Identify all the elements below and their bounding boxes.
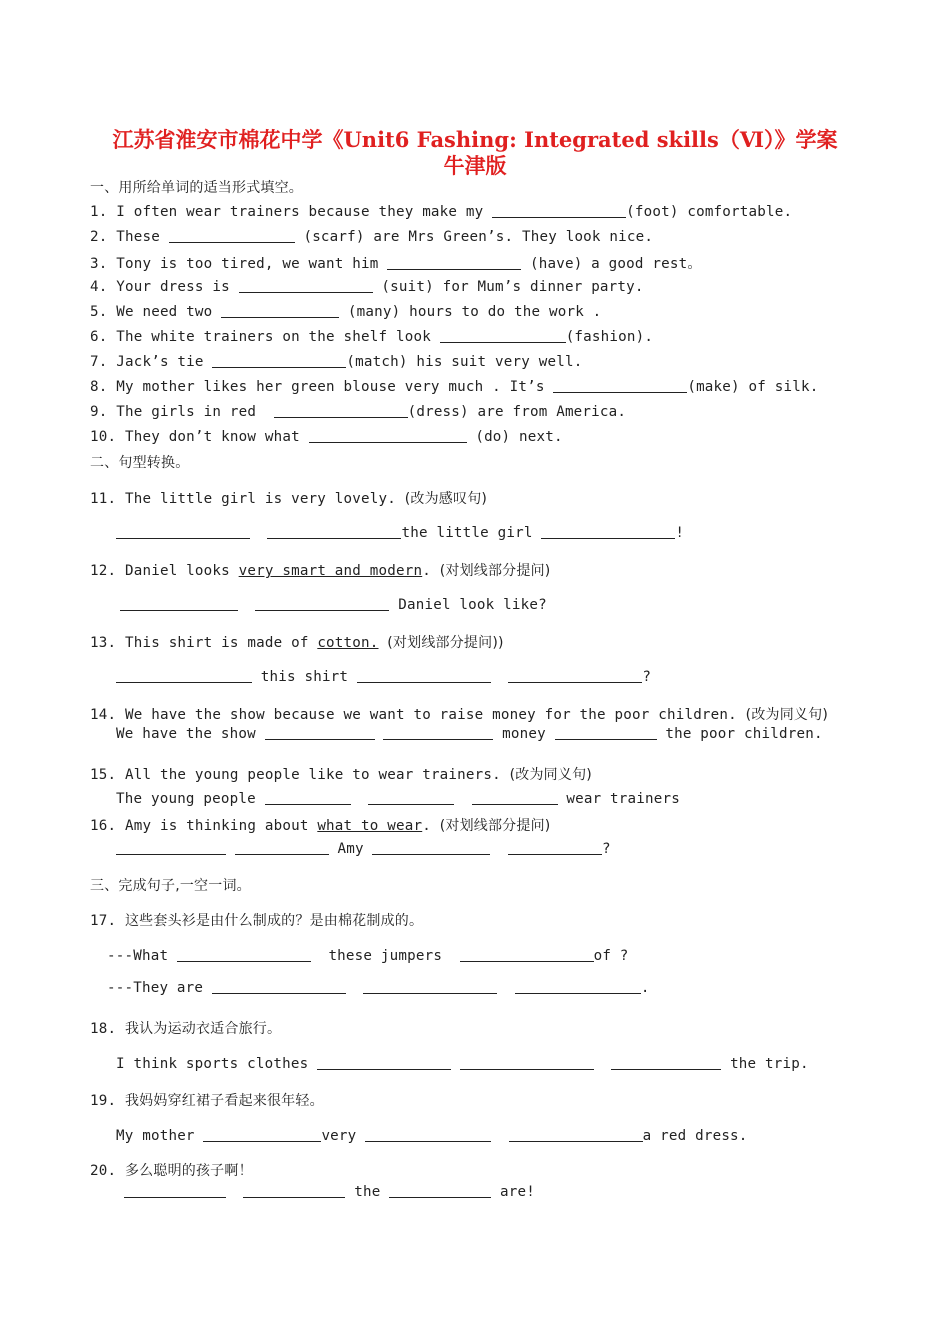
- answer-blank[interactable]: [555, 725, 657, 740]
- question-15-answer: The young people wear trainers: [116, 791, 680, 807]
- question-13-answer: this shirt ?: [116, 668, 651, 685]
- section1-heading: 一、用所给单词的适当形式填空。: [90, 180, 303, 196]
- question-11: 11. The little girl is very lovely. (改为感叹句): [90, 491, 488, 507]
- answer-blank[interactable]: [274, 403, 408, 418]
- question-19: 19. 我妈妈穿红裙子看起来很年轻。: [90, 1093, 324, 1109]
- underlined-part: cotton.: [317, 635, 379, 651]
- question-16-answer: Amy ?: [116, 840, 611, 857]
- answer-blank[interactable]: [389, 1183, 491, 1198]
- answer-blank[interactable]: [365, 1127, 491, 1142]
- question-2: 2. These (scarf) are Mrs Green’s. They look nice.: [90, 229, 654, 245]
- answer-blank[interactable]: [515, 979, 641, 994]
- answer-blank[interactable]: [239, 278, 373, 293]
- answer-blank[interactable]: [203, 1127, 321, 1142]
- question-4: 4. Your dress is (suit) for Mum’s dinner party.: [90, 279, 644, 295]
- underlined-part: very smart and modern: [238, 563, 423, 579]
- question-14-answer: We have the show money the poor children.: [116, 726, 823, 742]
- answer-blank[interactable]: [472, 790, 558, 805]
- answer-blank[interactable]: [265, 725, 375, 740]
- answer-blank[interactable]: [235, 840, 329, 855]
- question-20: 20. 多么聪明的孩子啊！: [90, 1163, 253, 1179]
- answer-blank[interactable]: [460, 1055, 594, 1070]
- question-15: 15. All the young people like to wear trainers. (改为同义句): [90, 767, 592, 783]
- question-16: 16. Amy is thinking about what to wear. (对划线部分提问): [90, 818, 551, 834]
- answer-blank[interactable]: [460, 947, 594, 962]
- question-12: 12. Daniel looks very smart and modern. (对划线部分提问): [90, 563, 551, 579]
- question-18-answer: I think sports clothes the trip.: [116, 1056, 809, 1072]
- answer-blank[interactable]: [553, 378, 687, 393]
- answer-blank[interactable]: [387, 255, 521, 270]
- question-10: 10. They don’t know what (do) next.: [90, 429, 563, 445]
- question-8: 8. My mother likes her green blouse very much . It’s (make) of silk.: [90, 379, 819, 395]
- question-18: 18. 我认为运动衣适合旅行。: [90, 1021, 282, 1037]
- question-14: 14. We have the show because we want to raise money for the poor children. (改为同义句): [90, 707, 828, 723]
- answer-blank[interactable]: [265, 790, 351, 805]
- answer-blank[interactable]: [116, 840, 226, 855]
- answer-blank[interactable]: [267, 524, 401, 539]
- page-title-line2: 牛津版: [443, 153, 507, 178]
- question-20-answer: the are!: [124, 1183, 535, 1200]
- answer-blank[interactable]: [317, 1055, 451, 1070]
- page-title-line1: 江苏省淮安市棉花中学《Unit6 Fashing: Integrated skills（Ⅵ）》学案: [112, 127, 838, 152]
- answer-blank[interactable]: [124, 1183, 226, 1198]
- answer-blank[interactable]: [541, 524, 675, 539]
- answer-blank[interactable]: [508, 840, 602, 855]
- answer-blank[interactable]: [177, 947, 311, 962]
- answer-blank[interactable]: [221, 303, 339, 318]
- question-7: 7. Jack’s tie (match) his suit very well.: [90, 354, 583, 370]
- answer-blank[interactable]: [440, 328, 566, 343]
- question-17-answer-line2: ---They are .: [107, 980, 650, 996]
- question-9: 9. The girls in red (dress) are from America.: [90, 404, 627, 420]
- answer-blank[interactable]: [508, 668, 642, 683]
- section2-heading: 二、句型转换。: [90, 455, 190, 471]
- answer-blank[interactable]: [169, 228, 295, 243]
- answer-blank[interactable]: [116, 524, 250, 539]
- answer-blank[interactable]: [509, 1127, 643, 1142]
- answer-blank[interactable]: [357, 668, 491, 683]
- answer-blank[interactable]: [243, 1183, 345, 1198]
- question-11-answer: the little girl !: [116, 524, 684, 541]
- answer-blank[interactable]: [212, 353, 346, 368]
- answer-blank[interactable]: [120, 596, 238, 611]
- question-13: 13. This shirt is made of cotton. (对划线部分提问)): [90, 635, 504, 651]
- question-5: 5. We need two (many) hours to do the work .: [90, 304, 602, 320]
- answer-blank[interactable]: [492, 203, 626, 218]
- question-3: 3. Tony is too tired, we want him (have) a good rest。: [90, 256, 702, 272]
- answer-blank[interactable]: [255, 596, 389, 611]
- section3-heading: 三、完成句子,一空一词。: [90, 878, 251, 894]
- answer-blank[interactable]: [611, 1055, 721, 1070]
- question-17: 17. 这些套头衫是由什么制成的？是由棉花制成的。: [90, 913, 424, 929]
- question-19-answer: My mother very a red dress.: [116, 1128, 748, 1144]
- answer-blank[interactable]: [116, 668, 252, 683]
- answer-blank[interactable]: [372, 840, 490, 855]
- question-6: 6. The white trainers on the shelf look (fashion).: [90, 329, 654, 345]
- question-17-answer-line1: ---What these jumpers of ?: [107, 948, 629, 964]
- answer-blank[interactable]: [212, 979, 346, 994]
- answer-blank[interactable]: [368, 790, 454, 805]
- underlined-part: what to wear: [317, 818, 423, 834]
- answer-blank[interactable]: [383, 725, 493, 740]
- answer-blank[interactable]: [363, 979, 497, 994]
- question-12-answer: Daniel look like?: [120, 596, 547, 613]
- question-1: 1. I often wear trainers because they make my (foot) comfortable.: [90, 204, 793, 220]
- answer-blank[interactable]: [309, 428, 467, 443]
